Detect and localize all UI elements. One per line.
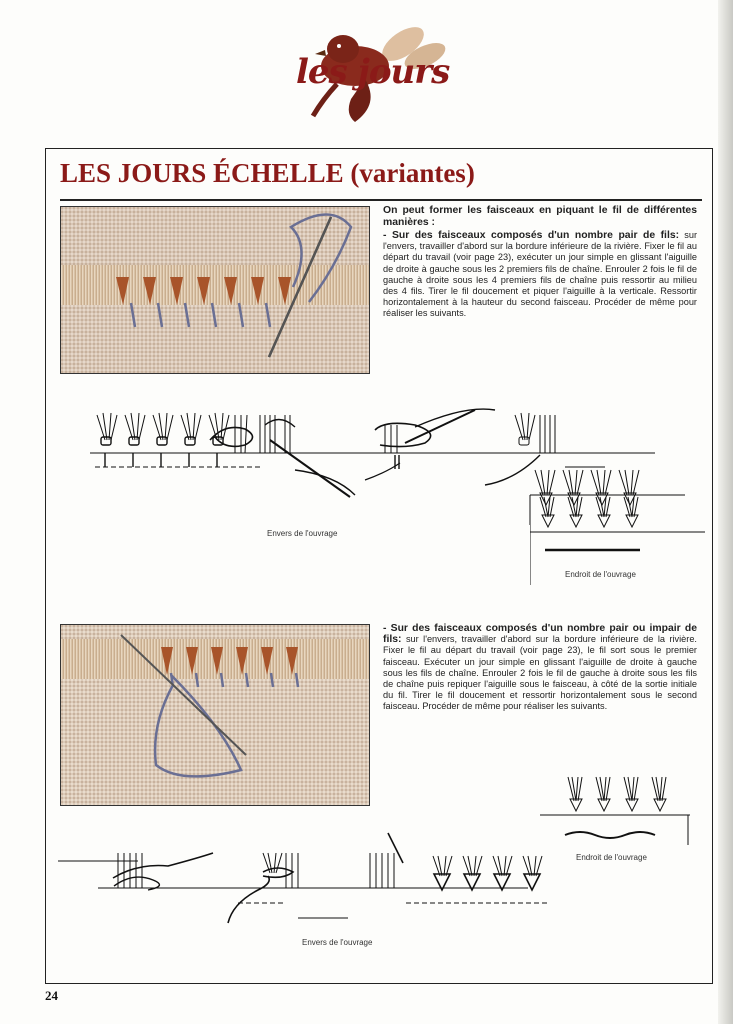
section1-lead: - Sur des faisceaux composés d'un nombre pair de fils:: [383, 230, 680, 241]
page-number: 24: [45, 988, 58, 1003]
title-rule: [60, 199, 702, 201]
section1-body: sur l'envers, travailler d'abord sur la bordure inférieure de la rivière. Fixer le fil au départ du travail (voir page 23), exécuter un jour simple en glissant l'aiguille de droite à gauche sous les 2 premiers fils de chaîne. Enrouler 2 fois le fil de gauche à droite sous les 4 premiers fils de chaîne puis ressortir au milieu des 4 fils. Tirer le fil doucement et piquer l'aiguille à la verticale. Ressortir horizontalement à la hauteur du second faisceau. Procéder de même pour réaliser les suivants.: [383, 230, 697, 319]
diagram-front-2: [540, 775, 700, 845]
section1-text: [383, 205, 697, 320]
section1-intro: On peut former les faisceaux en piquant le fil de différentes manières :: [383, 205, 697, 228]
logo-text: les jours: [296, 52, 450, 92]
caption-front-1: Endroit de l'ouvrage: [565, 570, 636, 579]
caption-back-1: Envers de l'ouvrage: [267, 529, 338, 538]
page-spine: [718, 0, 733, 1024]
caption-front-2: Endroit de l'ouvrage: [576, 853, 647, 862]
section2-text: [383, 623, 697, 713]
page-title: LES JOURS ÉCHELLE (variantes): [60, 158, 475, 188]
caption-back-2: Envers de l'ouvrage: [302, 938, 373, 947]
photo-even-threads: [60, 206, 370, 374]
section2-lead: - Sur des faisceaux composés d'un nombre pair ou impair de fils:: [383, 623, 697, 646]
diagram-odd-threads: [58, 828, 558, 933]
photo-odd-threads: [60, 624, 370, 806]
section2-body: sur l'envers, travailler d'abord sur la bordure inférieure de la rivière. Fixer le fil au départ du travail (voir page 23), le fil sort sous le premier faisceau. Exécuter un jour simple en glissant l'aiguille de droite à gauche sous les fils de chaîne. Enrouler 2 fois le fil de gauche à droite sous les fils de chaîne puis repiquer l'aiguille sous le faisceau, à côté de la sortie initiale du fil. Tirer le fil doucement et ressortir horizontalement sous le second faisceau. Procéder de même pour réaliser les suivants.: [383, 634, 697, 712]
